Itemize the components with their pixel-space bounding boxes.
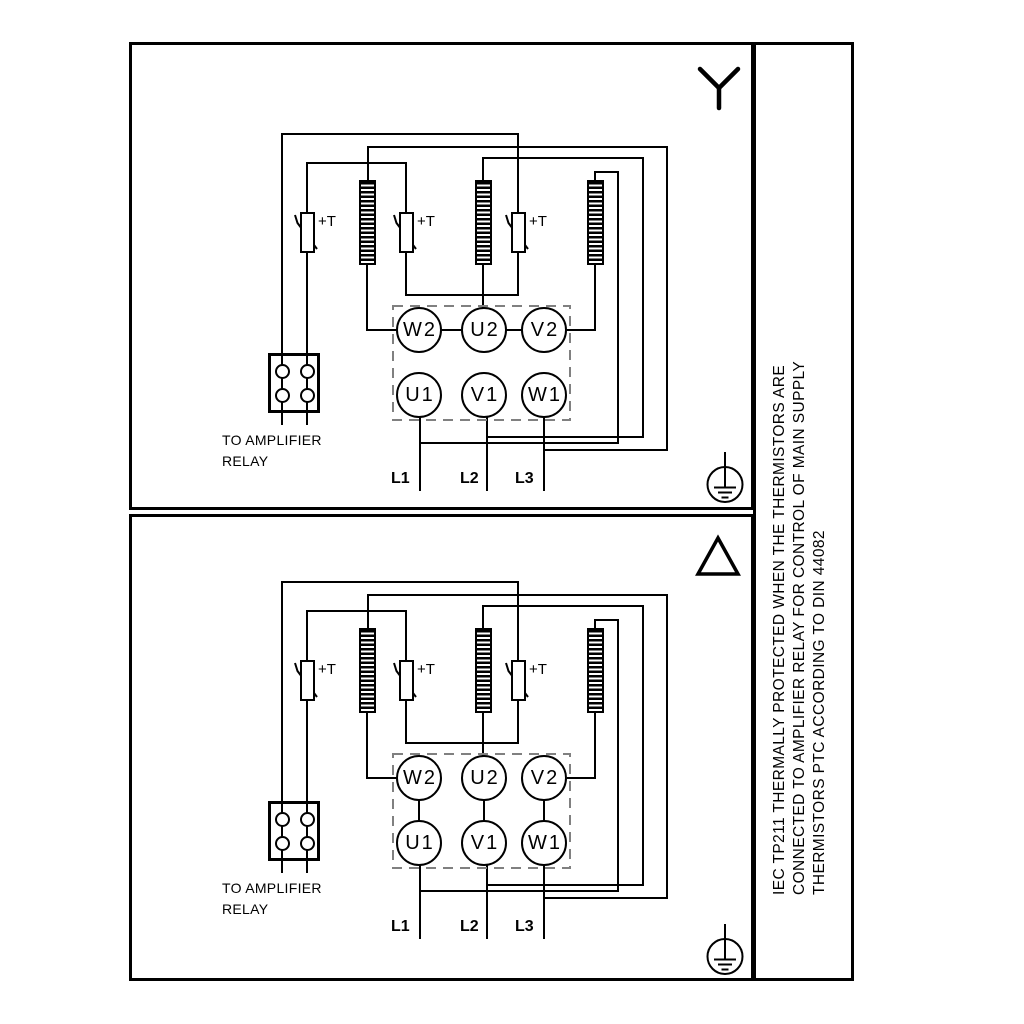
relay-pin xyxy=(300,388,315,403)
terminal-u2: U2 xyxy=(461,755,507,801)
wire xyxy=(642,605,644,886)
relay-pin xyxy=(275,812,290,827)
supply-line-label-l3: L3 xyxy=(515,470,534,487)
wire xyxy=(366,264,368,331)
wire xyxy=(482,157,644,159)
wire xyxy=(366,712,368,779)
wire xyxy=(482,605,644,607)
wire xyxy=(543,449,668,451)
wire xyxy=(482,712,484,757)
terminal-v1: V1 xyxy=(461,820,507,866)
relay-pin xyxy=(300,364,315,379)
amplifier-relay-note: TO AMPLIFIER xyxy=(222,432,322,448)
wire xyxy=(486,417,488,491)
side-note-line: CONNECTED TO AMPLIFIER RELAY FOR CONTROL OF MAIN SUPPLY xyxy=(791,360,808,895)
terminal-w1: W1 xyxy=(521,372,567,418)
amplifier-relay-note: RELAY xyxy=(222,901,269,917)
thermistor-label: +T xyxy=(318,213,336,230)
supply-line-label-l1: L1 xyxy=(391,918,410,935)
wire xyxy=(543,417,545,491)
wire xyxy=(567,777,596,779)
wire xyxy=(594,712,596,779)
terminal-v2: V2 xyxy=(521,755,567,801)
wire xyxy=(419,865,421,939)
wire xyxy=(367,146,369,181)
thermistor-symbol xyxy=(511,660,526,701)
amplifier-relay-terminal-box xyxy=(268,353,320,413)
thermistor-label: +T xyxy=(318,661,336,678)
wire xyxy=(405,162,407,213)
thermistor-symbol xyxy=(511,212,526,253)
terminal-u1: U1 xyxy=(396,372,442,418)
thermistor-symbol xyxy=(399,660,414,701)
wire xyxy=(405,251,407,296)
wire xyxy=(486,865,488,939)
relay-pin xyxy=(300,836,315,851)
wire xyxy=(486,884,644,886)
wire xyxy=(594,171,619,173)
thermistor-symbol xyxy=(300,660,315,701)
terminal-w2: W2 xyxy=(396,307,442,353)
terminal-w2: W2 xyxy=(396,755,442,801)
thermistor-label: +T xyxy=(417,213,435,230)
terminal-v1: V1 xyxy=(461,372,507,418)
wire xyxy=(482,157,484,181)
thermistor-symbol xyxy=(399,212,414,253)
amplifier-relay-note: RELAY xyxy=(222,453,269,469)
amplifier-relay-note: TO AMPLIFIER xyxy=(222,880,322,896)
relay-pin xyxy=(300,812,315,827)
relay-pin xyxy=(275,836,290,851)
supply-line-label-l2: L2 xyxy=(460,918,479,935)
wire xyxy=(517,581,519,661)
terminal-u1: U1 xyxy=(396,820,442,866)
wire xyxy=(617,619,619,892)
wire xyxy=(418,800,420,821)
wire xyxy=(486,436,644,438)
supply-line-label-l1: L1 xyxy=(391,470,410,487)
wire xyxy=(306,162,308,213)
wire xyxy=(642,157,644,438)
wire xyxy=(543,800,545,821)
wire xyxy=(366,777,397,779)
winding-coil xyxy=(587,180,604,265)
thermistor-symbol xyxy=(300,212,315,253)
wire xyxy=(483,800,485,821)
wire xyxy=(306,162,407,164)
supply-line-label-l3: L3 xyxy=(515,918,534,935)
wire xyxy=(441,329,461,331)
side-note-line: THERMISTORS PTC ACCORDING TO DIN 44082 xyxy=(811,530,828,895)
wire xyxy=(482,605,484,629)
wire xyxy=(617,171,619,444)
wire xyxy=(367,594,369,629)
wire xyxy=(517,251,519,296)
wire xyxy=(366,329,397,331)
wire xyxy=(567,329,596,331)
winding-coil xyxy=(359,180,376,265)
supply-line-label-l2: L2 xyxy=(460,470,479,487)
wire xyxy=(419,442,619,444)
wire xyxy=(281,133,519,135)
terminal-u2: U2 xyxy=(461,307,507,353)
wire xyxy=(543,865,545,939)
winding-coil xyxy=(587,628,604,713)
relay-pin xyxy=(275,388,290,403)
wire xyxy=(405,699,407,744)
thermistor-label: +T xyxy=(417,661,435,678)
thermistor-label: +T xyxy=(529,213,547,230)
amplifier-relay-terminal-box xyxy=(268,801,320,861)
wire xyxy=(281,581,519,583)
side-note-line: IEC TP211 THERMALLY PROTECTED WHEN THE THERMISTORS ARE xyxy=(771,364,788,895)
wire xyxy=(306,610,407,612)
wire xyxy=(594,619,619,621)
wire xyxy=(306,610,308,661)
wire xyxy=(666,594,668,899)
wire xyxy=(405,610,407,661)
wire xyxy=(505,329,522,331)
wire xyxy=(666,146,668,451)
winding-coil xyxy=(359,628,376,713)
wire xyxy=(419,417,421,491)
terminal-w1: W1 xyxy=(521,820,567,866)
winding-coil xyxy=(475,180,492,265)
wire xyxy=(517,133,519,213)
wire xyxy=(594,264,596,331)
wire xyxy=(517,699,519,744)
winding-coil xyxy=(475,628,492,713)
relay-pin xyxy=(275,364,290,379)
wire xyxy=(419,890,619,892)
wire xyxy=(543,897,668,899)
wire xyxy=(405,742,519,744)
wire xyxy=(482,264,484,309)
side-note-text xyxy=(770,360,830,895)
thermistor-label: +T xyxy=(529,661,547,678)
wire xyxy=(405,294,519,296)
terminal-v2: V2 xyxy=(521,307,567,353)
